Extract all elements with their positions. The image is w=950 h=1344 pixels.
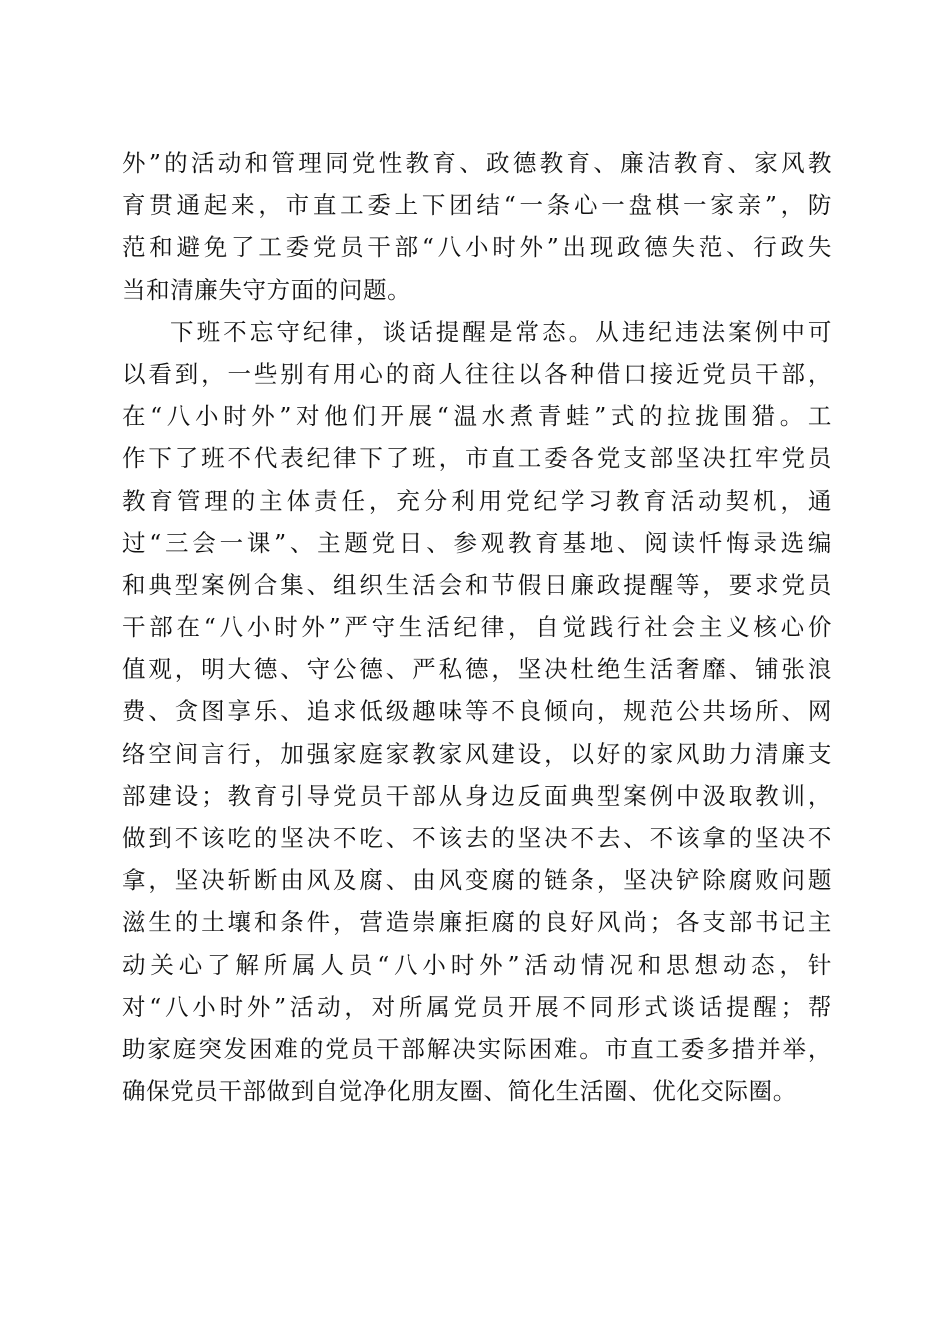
- paragraph-line: 和典型案例合集、组织生活会和节假日廉政提醒等，要求党员: [122, 570, 832, 599]
- paragraph-line: 育贯通起来，市直工委上下团结“一条心一盘棋一家亲”，防: [122, 191, 832, 220]
- paragraph-line: 干部在“八小时外”严守生活纪律，自觉践行社会主义核心价: [122, 613, 832, 642]
- paragraph-line: 确保党员干部做到自觉净化朋友圈、简化生活圈、优化交际圈。: [122, 1077, 797, 1106]
- paragraph-line: 教育管理的主体责任，充分利用党纪学习教育活动契机，通: [122, 486, 832, 515]
- document-body: [122, 142, 832, 1112]
- paragraph-line: 做到不该吃的坚决不吃、不该去的坚决不去、不该拿的坚决不: [122, 824, 832, 852]
- paragraph-line: 以看到，一些别有用心的商人往往以各种借口接近党员干部，: [122, 359, 832, 388]
- paragraph-line: 拿，坚决斩断由风及腐、由风变腐的链条，坚决铲除腐败问题: [122, 866, 832, 895]
- paragraph-line: 对“八小时外”活动，对所属党员开展不同形式谈话提醒；帮: [122, 992, 832, 1021]
- paragraph-line: 费、贪图享乐、追求低级趣味等不良倾向，规范公共场所、网: [122, 697, 832, 726]
- paragraph-line: 作下了班不代表纪律下了班，市直工委各党支部坚决扛牢党员: [122, 444, 832, 473]
- paragraph-1: [122, 142, 832, 311]
- paragraph-line: 下班不忘守纪律，谈话提醒是常态。从违纪违法案例中可: [170, 317, 832, 346]
- paragraph-line: 当和清廉失守方面的问题。: [122, 275, 412, 304]
- paragraph-line: 在“八小时外”对他们开展“温水煮青蛙”式的拉拢围猎。工: [122, 402, 832, 431]
- paragraph-line: 范和避免了工委党员干部“八小时外”出现政德失范、行政失: [122, 233, 832, 262]
- paragraph-line: 值观，明大德、守公德、严私德，坚决杜绝生活奢靡、铺张浪: [122, 655, 832, 684]
- paragraph-2: [122, 311, 832, 1113]
- paragraph-line: 部建设；教育引导党员干部从身边反面典型案例中汲取教训，: [122, 781, 832, 810]
- paragraph-line: 过“三会一课”、主题党日、参观教育基地、阅读忏悔录选编: [122, 528, 832, 557]
- paragraph-line: 络空间言行，加强家庭家教家风建设，以好的家风助力清廉支: [122, 739, 832, 768]
- paragraph-line: 外”的活动和管理同党性教育、政德教育、廉洁教育、家风教: [122, 149, 832, 177]
- paragraph-line: 滋生的土壤和条件，营造崇廉拒腐的良好风尚；各支部书记主: [122, 908, 832, 937]
- paragraph-line: 动关心了解所属人员“八小时外”活动情况和思想动态，针: [122, 950, 832, 979]
- paragraph-line: 助家庭突发困难的党员干部解决实际困难。市直工委多措并举，: [122, 1034, 832, 1063]
